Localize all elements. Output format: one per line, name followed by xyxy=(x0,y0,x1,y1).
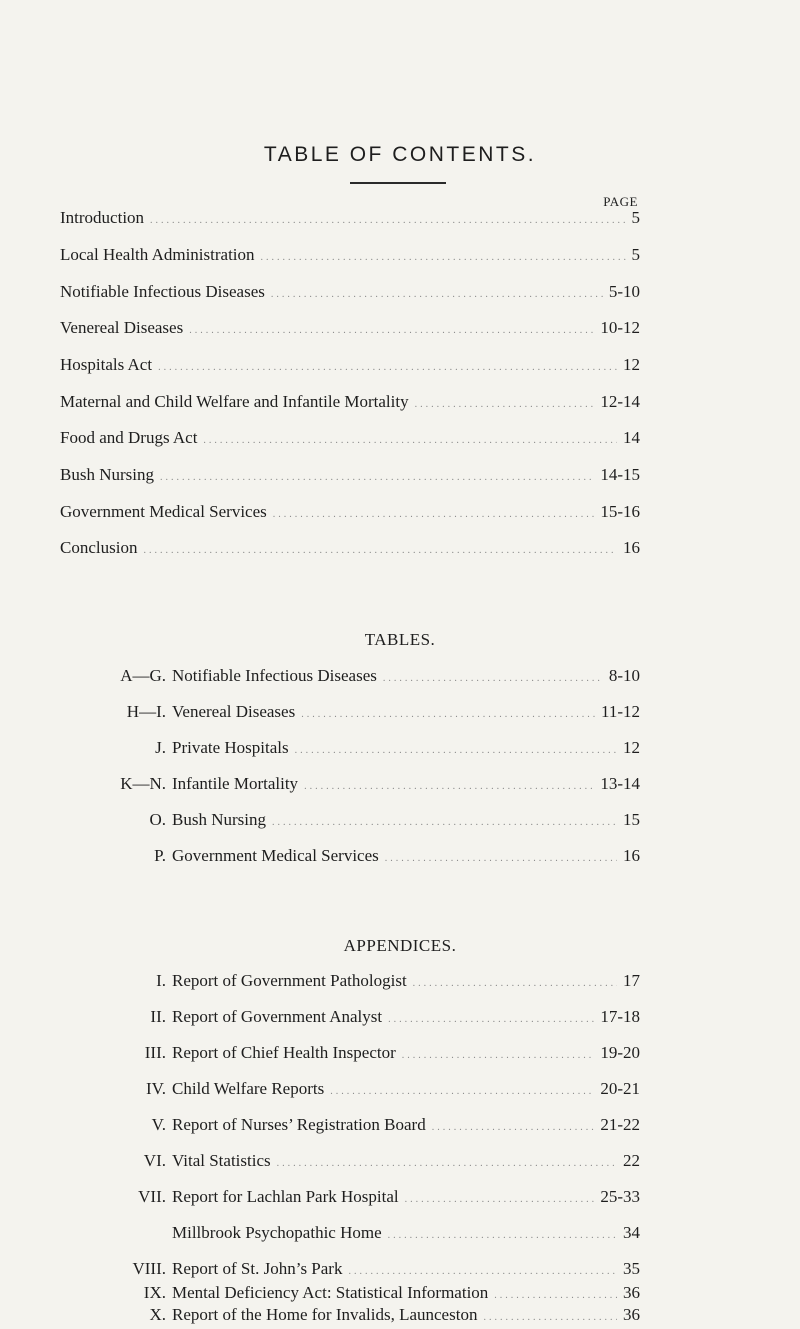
page-title: TABLE OF CONTENTS. xyxy=(263,143,537,166)
dot-leader xyxy=(432,1122,595,1133)
entry-page: 14-15 xyxy=(600,465,640,484)
entry-label: Conclusion xyxy=(60,538,138,557)
dot-leader xyxy=(295,745,617,756)
entry-label: Report of Government Analyst xyxy=(172,1007,383,1026)
entry-number: VI. xyxy=(143,1151,166,1170)
entry-page: 19-20 xyxy=(600,1043,640,1062)
dot-leader xyxy=(203,435,617,446)
entry-page: 5-10 xyxy=(608,282,640,301)
entry-label: Millbrook Psychopathic Home xyxy=(172,1223,382,1242)
entry-label: Hospitals Act xyxy=(60,355,153,374)
appendices-heading: APPENDICES. xyxy=(343,936,457,955)
entry-page: 12 xyxy=(623,738,640,757)
contents-entry xyxy=(60,502,640,526)
entry-number: VII. xyxy=(138,1187,166,1206)
contents-entry xyxy=(60,355,640,379)
entry-page: 12 xyxy=(623,355,640,374)
entry-number: I. xyxy=(156,971,166,990)
dot-leader xyxy=(388,1014,594,1025)
entry-label: Food and Drugs Act xyxy=(60,428,198,447)
entry-page: 34 xyxy=(623,1223,640,1242)
dot-leader xyxy=(385,853,617,864)
entry-number: X. xyxy=(149,1305,166,1324)
table-entry xyxy=(60,702,640,726)
appendix-entry xyxy=(60,1283,640,1307)
entry-number: K—N. xyxy=(120,774,166,793)
contents-entry xyxy=(60,428,640,452)
dot-leader xyxy=(415,399,595,410)
dot-leader xyxy=(405,1194,595,1205)
entry-label: Report of Nurses’ Registration Board xyxy=(172,1115,426,1134)
entry-page: 14 xyxy=(623,428,640,447)
dot-leader xyxy=(413,978,617,989)
entry-label: Government Medical Services xyxy=(60,502,267,521)
entry-label: Report of St. John’s Park xyxy=(172,1259,343,1278)
entry-number: IV. xyxy=(146,1079,166,1098)
dot-leader xyxy=(304,781,594,792)
entry-label: Report of the Home for Invalids, Launceston xyxy=(172,1305,478,1324)
contents-entry xyxy=(60,208,640,232)
entry-number: II. xyxy=(150,1007,166,1026)
entry-number: III. xyxy=(144,1043,166,1062)
table-entry xyxy=(60,846,640,870)
table-entry xyxy=(60,810,640,834)
dot-leader xyxy=(388,1230,617,1241)
entry-number: H—I. xyxy=(126,702,166,721)
table-entry xyxy=(60,666,640,690)
entry-number: O. xyxy=(149,810,166,829)
entry-label: Notifiable Infectious Diseases xyxy=(60,282,265,301)
appendix-entry xyxy=(60,1305,640,1329)
entry-label: Child Welfare Reports xyxy=(172,1079,325,1098)
entry-page: 36 xyxy=(623,1283,640,1302)
entry-label: Infantile Mortality xyxy=(172,774,299,793)
entry-label: Government Medical Services xyxy=(172,846,379,865)
contents-entry xyxy=(60,245,640,269)
entry-label: Venereal Diseases xyxy=(60,318,184,337)
entry-page: 11-12 xyxy=(600,702,640,721)
appendix-entry xyxy=(60,1043,640,1067)
dot-leader xyxy=(189,325,594,336)
entry-label: Venereal Diseases xyxy=(172,702,296,721)
contents-entry xyxy=(60,465,640,489)
entry-number: VIII. xyxy=(132,1259,166,1278)
entry-page: 35 xyxy=(623,1259,640,1278)
dot-leader xyxy=(160,472,594,483)
dot-leader xyxy=(348,1266,617,1277)
appendix-entry xyxy=(60,1151,640,1175)
appendix-entry xyxy=(60,1187,640,1211)
dot-leader xyxy=(150,215,625,226)
entry-page: 17-18 xyxy=(600,1007,640,1026)
entry-label: Notifiable Infectious Diseases xyxy=(172,666,377,685)
entry-label: Private Hospitals xyxy=(172,738,289,757)
entry-label: Maternal and Child Welfare and Infantile Mortality xyxy=(60,392,409,411)
entry-page: 13-14 xyxy=(600,774,640,793)
entry-label: Report for Lachlan Park Hospital xyxy=(172,1187,399,1206)
appendix-entry xyxy=(60,1007,640,1031)
contents-entry xyxy=(60,538,640,562)
tables-heading: TABLES. xyxy=(364,630,436,649)
table-entry xyxy=(60,774,640,798)
contents-entry xyxy=(60,282,640,306)
entry-label: Local Health Administration xyxy=(60,245,255,264)
entry-page: 21-22 xyxy=(600,1115,640,1134)
appendix-entry xyxy=(60,1259,640,1283)
title-divider xyxy=(350,182,446,184)
dot-leader xyxy=(277,1158,617,1169)
entry-page: 15-16 xyxy=(600,502,640,521)
dot-leader xyxy=(271,289,603,300)
entry-page: 8-10 xyxy=(608,666,640,685)
table-entry xyxy=(60,738,640,762)
entry-label: Report of Chief Health Inspector xyxy=(172,1043,396,1062)
page-column-header: PAGE xyxy=(603,194,638,209)
dot-leader xyxy=(272,817,617,828)
dot-leader xyxy=(143,545,617,556)
dot-leader xyxy=(261,252,626,263)
contents-entry xyxy=(60,318,640,342)
entry-number: J. xyxy=(155,738,166,757)
entry-label: Report of Government Pathologist xyxy=(172,971,407,990)
entry-number: V. xyxy=(151,1115,166,1134)
dot-leader xyxy=(494,1290,617,1301)
entry-number: A—G. xyxy=(120,666,166,685)
entry-page: 22 xyxy=(623,1151,640,1170)
entry-page: 5 xyxy=(631,245,640,264)
entry-page: 16 xyxy=(623,846,640,865)
dot-leader xyxy=(301,709,595,720)
dot-leader xyxy=(273,509,595,520)
dot-leader xyxy=(483,1312,617,1323)
entry-page: 36 xyxy=(623,1305,640,1324)
entry-page: 20-21 xyxy=(600,1079,640,1098)
dot-leader xyxy=(330,1086,594,1097)
entry-label: Bush Nursing xyxy=(172,810,266,829)
entry-page: 10-12 xyxy=(600,318,640,337)
entry-number: P. xyxy=(154,846,166,865)
entry-page: 15 xyxy=(623,810,640,829)
entry-page: 25-33 xyxy=(600,1187,640,1206)
entry-page: 5 xyxy=(631,208,640,227)
dot-leader xyxy=(158,362,617,373)
entry-page: 17 xyxy=(623,971,640,990)
appendix-entry xyxy=(60,1115,640,1139)
entry-label: Introduction xyxy=(60,208,145,227)
entry-label: Bush Nursing xyxy=(60,465,154,484)
appendix-entry xyxy=(60,971,640,995)
entry-page: 12-14 xyxy=(600,392,640,411)
entry-label: Vital Statistics xyxy=(172,1151,271,1170)
entry-number: IX. xyxy=(143,1283,166,1302)
appendix-entry xyxy=(60,1223,640,1247)
dot-leader xyxy=(383,673,603,684)
entry-label: Mental Deficiency Act: Statistical Information xyxy=(172,1283,489,1302)
contents-entry xyxy=(60,392,640,416)
entry-page: 16 xyxy=(623,538,640,557)
dot-leader xyxy=(402,1050,595,1061)
appendix-entry xyxy=(60,1079,640,1103)
